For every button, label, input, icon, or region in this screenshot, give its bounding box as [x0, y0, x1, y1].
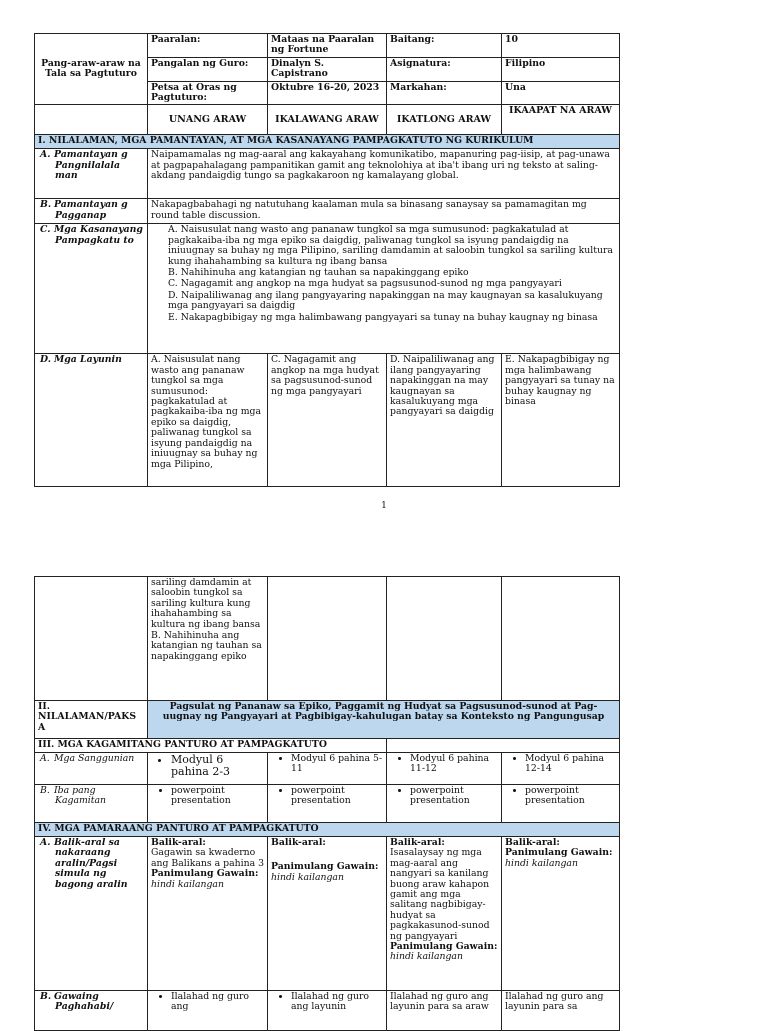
markahan-label: Markahan:: [387, 81, 502, 105]
section-3-title: III. MGA KAGAMITANG PANTURO AT PAMPAGKATUTO: [35, 739, 387, 753]
layunin-day-1-part-3: B. Nahihinuha ang katangian ng tauhan sa napakinggang epiko: [151, 630, 262, 662]
day-header-2: IKALAWANG ARAW: [268, 105, 387, 135]
layunin-cont-blank: [35, 577, 148, 701]
empty-cell: [268, 577, 387, 701]
sanggunian-day-4: • Modyul 6 pahina 12-14: [502, 753, 620, 785]
section-4-title: IV. MGA PAMARAANG PANTURO AT PAMPAGKATUTO: [35, 823, 620, 837]
baitang-value: 10: [502, 34, 620, 58]
asignatura-value: Filipino: [502, 57, 620, 81]
day-header-3: IKATLONG ARAW: [387, 105, 502, 135]
kasanayang-pampagkatuto-list: [148, 224, 620, 354]
day-header-1: UNANG ARAW: [148, 105, 268, 135]
page-1: [34, 33, 619, 487]
day-header-blank: [35, 105, 148, 135]
continuation-table: [34, 576, 620, 1031]
kasanayan-d: D. Naipaliliwanag ang ilang pangyayaring napakinggan na may kaugnayan sa kasalukuyang mga pangyayari sa daigdig: [168, 289, 603, 312]
balik-aral-day-1: Balik-aral: Gagawin sa kwaderno ang Balikans a pahina 3 Panimulang Gawain: hindi kailangan: [148, 837, 268, 991]
kagamitan-day-3: • powerpoint presentation: [387, 785, 502, 823]
pamantayan-pagganap-text: Nakapagbabahagi ng natutuhang kaalaman mula sa binasang sanaysay sa pamamagitan mg round table discussion.: [148, 199, 620, 224]
markahan-value: Una: [502, 81, 620, 105]
layunin-day-3: D. Naipaliliwanag ang ilang pangyayaring napakinggan na may kaugnayan sa kasalukuyang mga pangyayari sa daigdig: [387, 354, 502, 487]
balik-aral-label: A. Balik-aral sa nakaraang aralin/Pagsi simula ng bagong aralin: [35, 837, 148, 991]
empty-cell: [387, 577, 502, 701]
asignatura-label: Asignatura:: [387, 57, 502, 81]
day-header-4: IKAAPAT NA ARAW: [502, 105, 620, 135]
paghahabi-day-2: • Ilalahad ng guro ang layunin: [268, 991, 387, 1031]
pamantayang-pangnilalaman-label: A. Pamantayan g Pangnilalala man: [35, 149, 148, 199]
nilalaman-label: II. NILALAMAN/PAKS A: [35, 701, 148, 739]
paghahabi-day-1: • Ilalahad ng guro ang: [148, 991, 268, 1031]
sanggunian-day-3: • Modyul 6 pahina 11-12: [387, 753, 502, 785]
paaralan-value: Mataas na Paaralan ng Fortune: [268, 34, 387, 58]
sanggunian-day-2: • Modyul 6 pahina 5-11: [268, 753, 387, 785]
kagamitan-day-1: • powerpoint presentation: [148, 785, 268, 823]
kasanayan-a: A. Naisusulat nang wasto ang pananaw tungkol sa mga sumusunod: pagkakatulad at pagkakaiba-iba ng mga epiko sa daigdig, paliwanag tungkol sa isyung pandaigdig na iniuugnay sa buhay ng mga Pilipino, sariling damdamin at saloobin tungkol sa sariling kultura kung ihahahambing sa kultura ng ibang bansa: [168, 224, 613, 267]
layunin-day-1-continued: [148, 577, 268, 701]
sanggunian-day-1: • Modyul 6 pahina 2-3: [148, 753, 268, 785]
balik-aral-day-3: Balik-aral: Isasalaysay ng mga mag-aaral ang nangyari sa kanilang buong araw kahapon gamit ang mga salitang nagbibigay-hudyat sa pagkakasunod-sunod ng pangyayari Panimulang Gawain: hindi kailangan: [387, 837, 502, 991]
kagamitan-day-2: • powerpoint presentation: [268, 785, 387, 823]
kasanayan-e: E. Nakapagbibigay ng mga halimbawang pangyayari sa tunay na buhay kaugnay ng binasa: [168, 311, 598, 323]
paghahabi-day-3: Ilalahad ng guro ang layunin para sa araw: [387, 991, 502, 1031]
header-table: [34, 33, 620, 487]
nilalaman-paksa-text: Pagsulat ng Pananaw sa Epiko, Paggamit ng Hudyat sa Pagsusunod-sunod at Pag-uugnay ng Pangyayari at Pagbibigay-kahulugan batay sa Konteksto ng Pangungusap: [148, 701, 620, 739]
gawaing-paghahabi-label: B. Gawaing Paghahabi/: [35, 991, 148, 1031]
section-1-title: I. NILALAMAN, MGA PAMANTAYAN, AT MGA KASANAYANG PAMPAGKATUTO NG KURIKULUM: [35, 135, 620, 149]
paghahabi-day-4: Ilalahad ng guro ang layunin para sa: [502, 991, 620, 1031]
guro-value: Dinalyn S. Capistrano: [268, 57, 387, 81]
guro-label: Pangalan ng Guro:: [148, 57, 268, 81]
paaralan-label: Paaralan:: [148, 34, 268, 58]
mga-layunin-label: D. Mga Layunin: [35, 354, 148, 487]
page-number: 1: [381, 501, 387, 511]
balik-aral-day-2: Balik-aral: Panimulang Gawain: hindi kailangan: [268, 837, 387, 991]
pamantayang-pangnilalaman-text: Naipamamalas ng mag-aaral ang kakayahang komunikatibo, mapanuring pag-iisip, at pag-unawa at pagpapahalagang pampanitikan gamit ang teknolohiya at iba't ibang uri ng teksto at saling-akdang pandaigdig tungo sa pagkakaroon ng kamalayang global.: [148, 149, 620, 199]
layunin-day-1: A. Naisusulat nang wasto ang pananaw tungkol sa mga sumusunod: pagkakatulad at pagkakaiba-iba ng mga epiko sa daigdig, paliwanag tungkol sa isyung pandaigdig na iniuugnay sa buhay ng mga Pilipino,: [148, 354, 268, 487]
kagamitan-day-4: • powerpoint presentation: [502, 785, 620, 823]
plan-title: Pang-araw-araw na Tala sa Pagtuturo: [35, 34, 148, 105]
empty-cell: [387, 739, 620, 753]
page-2: [34, 576, 619, 1031]
baitang-label: Baitang:: [387, 34, 502, 58]
petsa-value: Oktubre 16-20, 2023: [268, 81, 387, 105]
iba-pang-kagamitan-label: B. Iba pang Kagamitan: [35, 785, 148, 823]
empty-cell: [502, 577, 620, 701]
kasanayang-pampagkatuto-label: C. Mga Kasanayang Pampagkatu to: [35, 224, 148, 354]
balik-aral-day-4: Balik-aral: Panimulang Gawain: hindi kailangan: [502, 837, 620, 991]
layunin-day-2: C. Nagagamit ang angkop na mga hudyat sa pagsusunod-sunod ng mga pangyayari: [268, 354, 387, 487]
mga-sanggunian-label: A. Mga Sanggunian: [35, 753, 148, 785]
layunin-day-1-part-2: sariling damdamin at saloobin tungkol sa sariling kultura kung ihahahambing sa kultura ng ibang bansa: [151, 577, 261, 630]
pamantayan-pagganap-label: B. Pamantayan g Pagganap: [35, 199, 148, 224]
layunin-day-4: E. Nakapagbibigay ng mga halimbawang pangyayari sa tunay na buhay kaugnay ng binasa: [502, 354, 620, 487]
kasanayan-c: C. Nagagamit ang angkop na mga hudyat sa pagsusunod-sunod ng mga pangyayari: [168, 278, 562, 290]
petsa-label: Petsa at Oras ng Pagtuturo:: [148, 81, 268, 105]
kasanayan-b: B. Nahihinuha ang katangian ng tauhan sa napakinggang epiko: [168, 267, 469, 279]
